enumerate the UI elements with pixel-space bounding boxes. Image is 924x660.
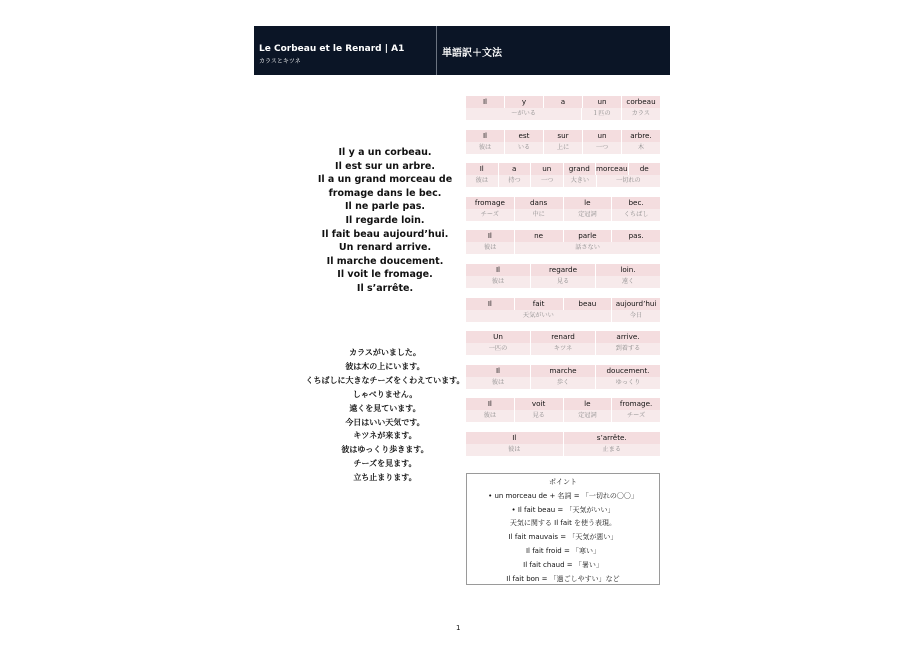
vocab-japanese-gloss: キツネ — [531, 343, 596, 355]
point-line: Il fait froid = 「寒い」 — [525, 546, 601, 555]
vocab-french-word: marche — [531, 365, 596, 377]
vocab-japanese-gloss: 上に — [544, 142, 583, 154]
translation-line: 彼はゆっくり歩きます。 — [341, 445, 429, 455]
vocab-french-word: Il — [466, 298, 515, 310]
vocab-japanese-gloss: 木 — [637, 143, 645, 151]
section-title: 単語訳＋文法 — [442, 48, 502, 59]
story-line: Un renard arrive. — [338, 242, 432, 254]
vocab-japanese-gloss: 彼は — [466, 410, 515, 422]
vocab-french-word: Il — [466, 163, 499, 175]
vocab-french-word: un — [583, 130, 622, 142]
vocab-japanese-gloss: くちばし — [623, 210, 649, 218]
vocab-japanese-gloss: 中に — [515, 209, 564, 221]
vocab-japanese-gloss: 〜がいる — [466, 108, 582, 120]
vocab-japanese-gloss: 彼は — [466, 175, 499, 187]
vocab-japanese-gloss: 歩く — [531, 377, 596, 389]
vocab-japanese-gloss: 彼は — [466, 276, 531, 288]
story-text — [275, 146, 495, 296]
vocab-japanese-gloss: 到着する — [615, 345, 641, 353]
vocab-french-word: ne — [515, 230, 564, 242]
translation-line: くちばしに大きなチーズをくわえています。 — [305, 375, 465, 385]
vocab-table — [466, 264, 660, 288]
point-line: 天気に関する Il fait を使う表現。 — [509, 519, 617, 528]
story-line: Il s’arrête. — [356, 282, 414, 294]
vocab-french-word: aujourd’hui — [615, 298, 657, 308]
story-line: Il est sur un arbre. — [335, 160, 435, 172]
vocab-japanese-gloss: 大きい — [564, 175, 597, 187]
vocab-japanese-row — [466, 444, 660, 456]
vocab-french-word: corbeau — [626, 97, 656, 106]
vocab-french-row — [466, 197, 660, 209]
point-line: • un morceau de + 名詞 = 「一切れの〇〇」 — [488, 491, 638, 500]
vocab-japanese-gloss: 天気がいい — [466, 310, 612, 322]
vocab-japanese-row — [466, 377, 660, 389]
vocab-french-word: y — [505, 96, 544, 108]
vocab-japanese-gloss: 一匹の — [466, 343, 531, 355]
vocab-french-word: Il — [466, 398, 515, 410]
vocab-japanese-gloss: 定冠詞 — [564, 209, 613, 221]
vocab-japanese-row — [466, 242, 660, 254]
translation-line: キツネが来ます。 — [353, 431, 417, 441]
story-line: fromage dans le bec. — [328, 187, 442, 199]
vocab-french-word: le — [564, 398, 613, 410]
page-number: 1 — [456, 624, 461, 632]
vocab-french-word: Il — [466, 432, 564, 444]
point-heading: ポイント — [549, 478, 577, 486]
vocab-japanese-gloss: 彼は — [466, 142, 505, 154]
vocab-french-word: voit — [515, 398, 564, 410]
vocab-french-word: a — [544, 96, 583, 108]
story-line: Il regarde loin. — [345, 214, 425, 226]
point-line: Il fait bon = 「過ごしやすい」など — [506, 574, 620, 583]
vocab-french-word: arbre. — [630, 130, 652, 140]
grammar-point-box — [466, 473, 660, 585]
vocab-table — [466, 398, 660, 422]
vocab-french-word: bec. — [628, 197, 644, 207]
translation-line: しゃべりません。 — [352, 389, 418, 399]
vocab-french-word: sur — [544, 130, 583, 142]
translation-line: 遠くを見ています。 — [349, 403, 421, 413]
vocab-french-row — [466, 331, 660, 343]
vocab-japanese-gloss: 今日 — [629, 311, 643, 319]
vocab-french-word: de — [639, 164, 649, 174]
point-line: Il fait mauvais = 「天気が悪い」 — [508, 533, 618, 542]
vocab-french-word: arrive. — [616, 332, 640, 342]
vocab-table — [466, 163, 660, 187]
vocab-table — [466, 96, 660, 120]
vocab-french-row — [466, 365, 660, 377]
vocab-french-word: est — [505, 130, 544, 142]
point-line: Il fait chaud = 「暑い」 — [523, 560, 603, 569]
vocab-french-word: fromage. — [619, 399, 653, 409]
vocab-french-row — [466, 230, 660, 242]
vocab-french-word: le — [564, 197, 613, 209]
vocab-table — [466, 197, 660, 221]
vocab-french-word: pas. — [628, 231, 644, 241]
story-line: Il voit le fromage. — [337, 269, 433, 281]
vocab-japanese-row — [466, 175, 660, 187]
document-title: Le Corbeau et le Renard | A1 — [259, 44, 405, 54]
header-left-cell — [254, 26, 437, 75]
vocab-japanese-row — [466, 142, 660, 154]
vocab-french-word: beau — [564, 298, 613, 310]
vocab-table — [466, 331, 660, 355]
vocab-french-word: fait — [515, 298, 564, 310]
header-bar — [254, 26, 670, 75]
vocab-japanese-row — [466, 410, 660, 422]
vocab-japanese-gloss: 彼は — [466, 377, 531, 389]
vocab-japanese-row — [466, 276, 660, 288]
vocab-japanese-gloss: 一つ — [583, 142, 622, 154]
vocab-french-word: fromage — [466, 197, 515, 209]
story-line: Il y a un corbeau. — [338, 147, 432, 158]
vocab-japanese-gloss: 遠く — [621, 278, 635, 285]
vocab-japanese-row — [466, 209, 660, 221]
vocab-french-word: s’arrête. — [596, 433, 627, 442]
vocab-japanese-gloss: 一つ — [531, 175, 564, 187]
vocab-japanese-gloss: カラス — [631, 110, 650, 117]
vocab-french-word: Il — [466, 365, 531, 377]
translation-line: 彼は木の上にいます。 — [345, 361, 425, 371]
vocab-japanese-row — [466, 343, 660, 355]
vocab-japanese-gloss: 見る — [531, 276, 596, 288]
vocab-french-row — [466, 130, 660, 142]
vocab-table — [466, 298, 660, 322]
vocab-french-word: loin. — [620, 265, 636, 274]
point-line: • Il fait beau = 「天気がいい」 — [511, 505, 615, 514]
vocab-japanese-gloss: 定冠詞 — [564, 410, 613, 422]
vocab-french-word: Un — [466, 331, 531, 343]
vocab-table — [466, 230, 660, 254]
vocab-french-word: parle — [564, 230, 613, 242]
translation-line: 立ち止まります。 — [353, 473, 417, 483]
vocab-japanese-gloss: 彼は — [466, 242, 515, 254]
vocab-french-row — [466, 96, 660, 108]
story-line: Il marche doucement. — [326, 255, 444, 267]
story-line: Il ne parle pas. — [345, 201, 425, 213]
vocab-french-row — [466, 432, 660, 444]
vocab-french-word: doucement. — [606, 365, 650, 375]
vocab-french-row — [466, 298, 660, 310]
vocab-japanese-gloss: １匹の — [582, 108, 621, 120]
vocab-french-word: morceau — [596, 164, 628, 174]
vocab-japanese-gloss: 止まる — [602, 446, 622, 453]
vocab-french-row — [466, 398, 660, 410]
translation-line: 今日はいい天気です。 — [345, 417, 425, 427]
vocab-japanese-row — [466, 310, 660, 322]
translation-line: カラスがいました。 — [349, 348, 421, 357]
vocab-french-word: Il — [466, 264, 531, 276]
vocab-french-word: Il — [466, 96, 505, 108]
vocab-french-row — [466, 264, 660, 276]
vocab-japanese-gloss: 話さない — [575, 244, 600, 252]
vocab-table — [466, 432, 660, 456]
vocab-japanese-row — [466, 108, 660, 120]
vocab-french-word: Il — [466, 130, 505, 142]
vocab-japanese-gloss: 持つ — [499, 175, 532, 187]
vocab-french-row — [466, 163, 660, 175]
translation-line: チーズを見ます。 — [353, 459, 417, 469]
vocab-french-word: un — [583, 96, 622, 108]
story-line: Il fait beau aujourd’hui. — [321, 228, 449, 240]
vocab-french-word: Il — [466, 230, 515, 242]
vocab-french-word: a — [499, 163, 532, 175]
vocab-japanese-gloss: チーズ — [466, 209, 515, 221]
vocab-japanese-gloss: ゆっくり — [615, 378, 641, 386]
vocab-french-word: renard — [531, 331, 596, 343]
story-line: Il a un grand morceau de — [317, 174, 453, 186]
vocab-table — [466, 365, 660, 389]
vocab-japanese-gloss: 彼は — [466, 444, 564, 456]
vocab-french-word: regarde — [531, 264, 596, 276]
vocab-japanese-gloss: 一切れの — [615, 177, 641, 185]
vocab-table — [466, 130, 660, 154]
vocab-japanese-gloss: いる — [505, 142, 544, 154]
document-subtitle: カラスとキツネ — [259, 57, 301, 65]
vocab-japanese-gloss: 見る — [515, 410, 564, 422]
vocab-french-word: dans — [515, 197, 564, 209]
vocab-french-word: grand — [564, 163, 597, 175]
vocab-japanese-gloss: チーズ — [626, 412, 646, 420]
vocab-french-word: un — [531, 163, 564, 175]
